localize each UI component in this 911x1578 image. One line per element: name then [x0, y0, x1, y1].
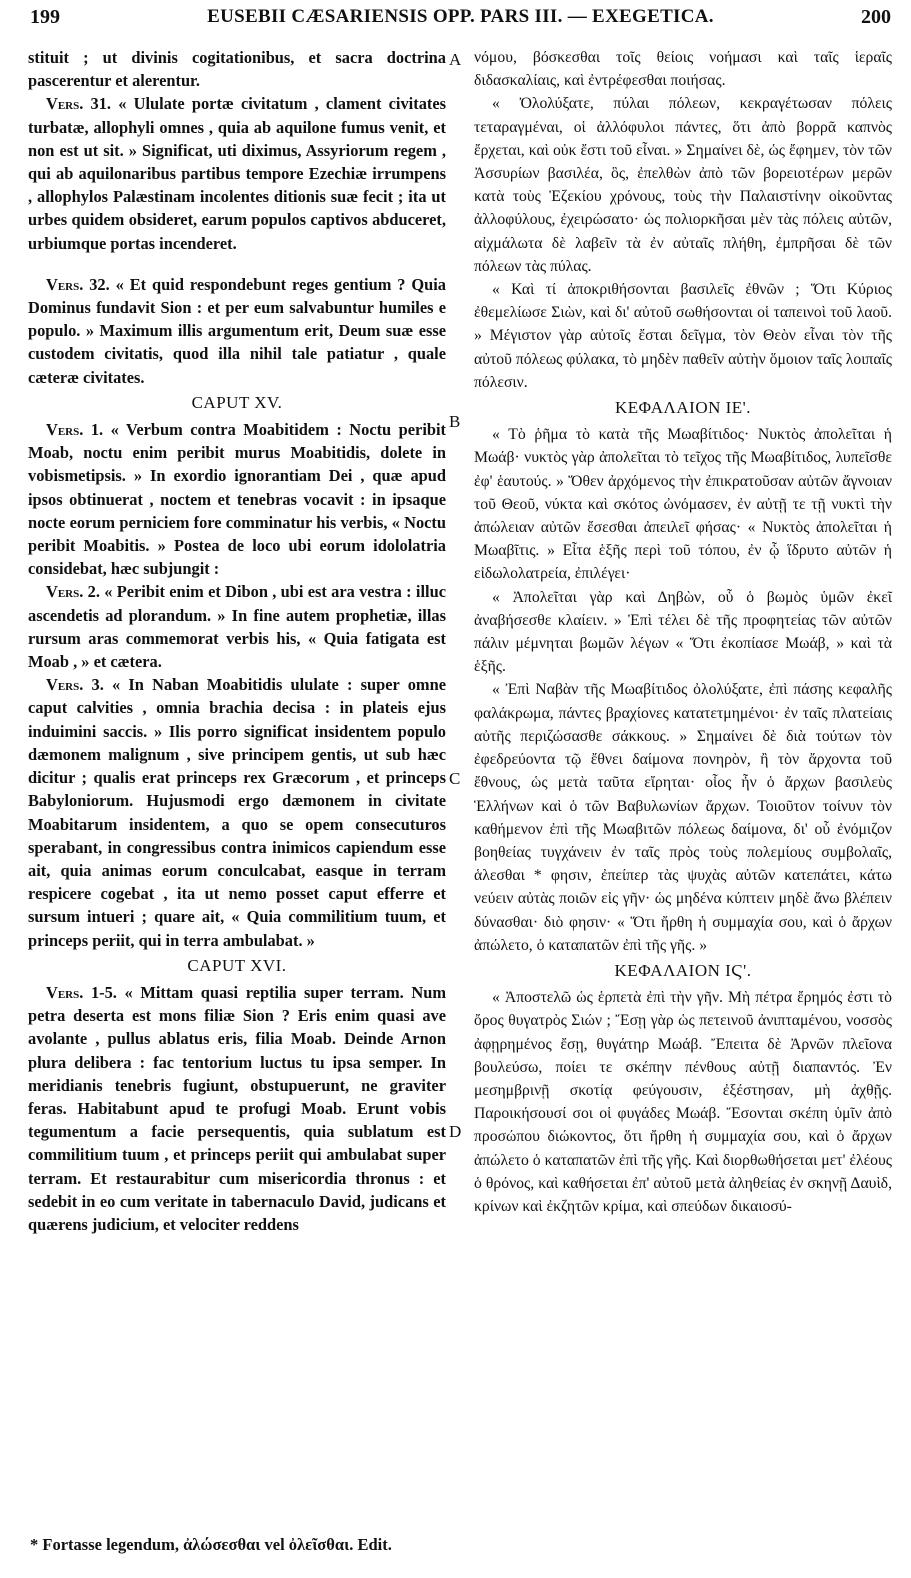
latin-paragraph: stituit ; ut divinis cogitationibus, et sacra doctrina pascerentur et alerentur.: [28, 48, 446, 91]
latin-paragraph: [28, 92, 446, 254]
greek-paragraph: « Ἀπολεῖται γὰρ καὶ Δηβὼν, οὗ ὁ βωμὸς ὑμῶν ἐκεῖ ἀναβήσεσθε κλαίειν. » Ἐπὶ τέλει δὲ τῆς προφητείας τῶν αὐτῶν πάλιν μέμνηται βωμῶν λέγων « Ὅτι ἐκοπίασε Μωάβ, » καὶ τὰ ἑξῆς.: [474, 588, 892, 676]
latin-text: « Mittam quasi reptilia super terram. Num petra deserta est mons filiæ Sion ? Eris enim quasi ave avolante , pullus ablatus eris, filia Moab. Deinde Arnon plura delibera : fac tentorium luctus tu ipsa semper. In meridianis tenebris fugiunt, obstupuerunt, ne graviter feras. Habitabunt apud te profugi Moab. Erunt vobis tegumentum a facie persequentis, quia sublatum est commilitium tuum , et princeps periit qui ambulabat super terram. Et restaurabitur cum misericordia thronus : et sedebit in eo cum veritate in tabernaculo David, judicans et quærens judicium, et velociter reddens: [28, 982, 446, 1234]
latin-paragraph: [28, 273, 446, 389]
verse-label: Vers. 32.: [46, 274, 110, 294]
chapter-heading: CAPUT XV.: [191, 392, 283, 412]
verse-label: Vers. 1.: [46, 420, 104, 440]
greek-paragraph: νόμου, βόσκεσθαι τοῖς θείοις νοήμασι καὶ ταῖς ἱεραῖς διδασκαλίαις, καὶ ἐντρέφεσθαι ποιήσας.: [474, 49, 892, 90]
page-number-left: 199: [30, 6, 60, 28]
margin-marker-d: D: [449, 1122, 462, 1141]
latin-paragraph: [28, 673, 446, 951]
greek-column: [474, 46, 892, 1218]
verse-label: Vers. 31.: [46, 94, 112, 114]
chapter-heading: ΚΕΦΑΛΑΙΟΝ ΙϚ'.: [614, 960, 752, 980]
latin-text: « Verbum contra Moabitidem : Noctu peribit Moab, noctu enim peribit murus Moabitidis, dolete in vobismetipsis. » In exordio ignorantiam Dei , quæ apud ipsos obtinuerat , noctem et tenebras vocavit : in ipsaque nocte eorum perniciem fore comminatur his verbis, « Noctu peribit Moabitis. » Postea de loco ubi eorum idololatria considebat, hæc subjungit :: [28, 420, 446, 579]
latin-column: [28, 46, 446, 1236]
latin-text: « Ululate portæ civitatum , clament civitates turbatæ, allophyli omnes , quia ab aquilone fumus venit, et non est ut sit. » Significat, uti diximus, Assyriorum regem , qui ab aquilonaribus partibus tempore Ezechiæ irrumpens , allophylos Palæstinam incolentes ditionis suæ fecit ; ita ut urbes quidem obsideret, earum populos captivos abduceret, urbiumque portas incenderet.: [28, 94, 446, 253]
footnote: * Fortasse legendum, ἀλώσεσθαι vel ὀλεῖσθαι. Edit.: [30, 1535, 392, 1554]
verse-label: Vers. 1-5.: [46, 982, 117, 1002]
running-header: [30, 6, 891, 36]
running-title: EUSEBII CÆSARIENSIS OPP. PARS III. — EXEGETICA.: [207, 6, 714, 27]
latin-text: « Peribit enim et Dibon , ubi est ara vestra : illuc ascendetis ad plorandum. » In fine autem prophetiæ, illas rursum aras commemorat verbis his, « Quia fatigata est Moab , » et cætera.: [28, 582, 446, 672]
chapter-heading: CAPUT XVI.: [187, 955, 287, 975]
greek-paragraph: « Ἀποστελῶ ὡς ἑρπετὰ ἐπὶ τὴν γῆν. Μὴ πέτρα ἔρημός ἐστι τὸ ὄρος θυγατρὸς Σιών ; Ἔσῃ γὰρ ὡς πετεινοῦ ἀνιπταμένου, νοσσὸς ἀφῃρημένος ἔσῃ, θυγάτηρ Μωάβ. Ἔπειτα δὲ Ἀρνῶν πλεῖονα βουλεύσω, ποίει τε σκέπην πένθους αὐτῇ διαπαντός. Ἐν μεσημβρινῇ σκοτίᾳ φεύγουσιν, ἐξέστησαν, μὴ ἀχθῇς. Παροικήσουσί σοι οἱ φυγάδες Μωάβ. Ἔσονται σκέπη ὑμῖν ἀπὸ προσώπου διώκοντος, ὅτι ἤρθη ἡ συμμαχία σου, καὶ ὁ ἄρχων ἀπώλετο ὁ καταπατῶν ἐπὶ τῆς γῆς. Καὶ διορθωθήσεται μετ' ἐλέους ὁ θρόνος, καὶ καθήσεται ἐπ' αὐτοῦ μετὰ ἀληθείας ἐν σκηνῇ Δαυὶδ, κρίνων καὶ ἐκζητῶν κρίμα, καὶ σπεύδων δικαιοσύ-: [474, 989, 892, 1215]
latin-paragraph: [28, 418, 446, 580]
verse-label: Vers. 2.: [46, 582, 100, 602]
latin-paragraph: [28, 981, 446, 1236]
greek-paragraph: « Ὀλολύξατε, πύλαι πόλεων, κεκραγέτωσαν πόλεις τεταραγμέναι, οἱ ἀλλόφυλοι πάντες, ὅτι ἀπὸ βορρᾶ καπνὸς ἔρχεται, καὶ οὐκ ἔστι τοῦ εἶναι. » Σημαίνει δὲ, ὡς ἔφημεν, τὸν τῶν Ἀσσυρίων βασιλέα, ὃς, ἐπελθὼν ἀπὸ τῶν βορειοτέρων μερῶν κατὰ τοὺς Ἐζεκίου χρόνους, τοὺς τὴν Παλαιστίνην οἰκοῦντας ἀλλοφύλους, ἐχειρώσατο· ὡς πολιορκῆσαι μὲν τὰς πόλεις αὐτῶν, αἰχμάλωτα δὲ λαβεῖν τὰ ἐν αὐταῖς πλήθη, ἐμπρῆσαι δὲ τῶν πόλεων τὰς πύλας.: [474, 95, 892, 275]
greek-paragraph: « Ἐπὶ Ναβὰν τῆς Μωαβίτιδος ὀλολύξατε, ἐπὶ πάσης κεφαλῆς φαλάκρωμα, πάντες βραχίονες κατατετμημένοι· ἐν ταῖς πλατείαις αὐτῆς περιζώσασθε σάκκους. » Σημαίνει δὲ διὰ τούτων τὸν ἐφεδρεύοντα τῷ ἔθνει δαίμονα πονηρὸν, ἢ τὸν ἄρχοντα τοῦ ἔθνους, ὡς μετὰ ταῦτα εἴρηται· οἷος ἦν ὁ ἄρχων βασιλεὺς Ἑλλήνων καὶ ὁ τῶν Βαβυλωνίων ἄρχων. Τοιοῦτον τοίνυν τὸν καθήμενον ἐπὶ τῆς Μωαβιτῶν πόλεως δαίμονα, δι' οὗ ἐνόμιζον βοηθείας τυγχάνειν ἐν ταῖς πρὸς τοὺς πολεμίους συμβολαῖς, ἁλεσθαι * φησιν, ἐπείπερ τὰς ψυχὰς αὐτῶν κατεπάτει, κάτω νεύειν αὐτὰς ποιῶν εἰς γῆν· ὡς μηδένα κύπτειν μηδὲ ἄνω βλέπειν δύνασθαι· διὸ φησιν· « Ὅτι ἤρθη ἡ συμμαχία σου, καὶ ὁ ἄρχων ἀπώλετο, ὁ καταπατῶν ἐπὶ τῆς γῆς. »: [474, 681, 892, 954]
greek-paragraph: « Τὸ ῥῆμα τὸ κατὰ τῆς Μωαβίτιδος· Νυκτὸς ἀπολεῖται ἡ Μωάβ· νυκτὸς γὰρ ἀπολεῖται τὸ τεῖχος τῆς Μωαβίτιδος, λυπεῖσθε ἐφ' ἑαυτούς. » Ὅθεν ἀρχόμενος τὴν ἐπικρατοῦσαν αὐτῶν ἄγνοιαν τοῦ Θεοῦ, νύκτα καὶ σκότος ὠνόμασεν, ἐν αὐτῇ τε τῇ νυκτὶ τὴν ἀπώλειαν αὐτῶν ἔσεσθαι ἀπειλεῖ φήσας· « Νυκτὸς ἀπολεῖται ἡ Μωαβῖτις. » Εἶτα ἑξῆς περὶ τοῦ τόπου, ἐν ᾧ ἵδρυτο αὐτῶν ἡ εἰδωλολατρεία, ἐπιλέγει·: [474, 426, 892, 583]
latin-text: « In Naban Moabitidis ululate : super omne caput calvities , omnia brachia decisa : in plateis ejus induimini saccis. » Ilis porro significat insidentem populo dæmonem malignum , sive principem gentis, ut sub hæc dicitur ; qualis erat princeps rex Græcorum , et princeps Babyloniorum. Hujusmodi ergo dæmonem in civitate Moabitarum insidentem, a quo se opem consecuturos sperabant, in congressibus contra inimicos capiendum esse ait, quia animas eorum conculcabat, easque in terram respicere cogebat , ita ut nemo posset caput efferre et sursum intueri ; quare ait, « Quia commilitium tuum, et princeps periit, qui in terra ambulabat. »: [28, 675, 446, 950]
margin-marker-b: B: [449, 412, 461, 431]
latin-text: « Et quid respondebunt reges gentium ? Quia Dominus fundavit Sion : et per eum salvabuntur humiles e populo. » Maximum illis argumentum erit, Deum suæ esse custodem civitatis, quod illa nihil tale patiatur , quale cæteræ civitates.: [28, 274, 446, 387]
greek-paragraph: « Καὶ τί ἀποκριθήσονται βασιλεῖς ἐθνῶν ; Ὅτι Κύριος ἐθεμελίωσε Σιὼν, καὶ δι' αὐτοῦ σωθήσονται οἱ ταπεινοὶ τοῦ λαοῦ. » Μέγιστον γὰρ αὐτοῖς ἔσται δεῖγμα, τὸν Θεὸν εἶναι τὸν τῆς αὐτοῦ πόλεως φύλακα, τὸ μηδὲν παθεῖν αὐτὴν ὅμοιον ταῖς λοιπαῖς πόλεσιν.: [474, 281, 892, 391]
page-number-right: 200: [861, 6, 891, 28]
latin-paragraph: [28, 580, 446, 673]
chapter-heading: ΚΕΦΑΛΑΙΟΝ ΙΕ'.: [615, 398, 751, 418]
margin-marker-c: C: [449, 769, 461, 788]
margin-marker-a: A: [449, 50, 462, 69]
verse-label: Vers. 3.: [46, 675, 104, 695]
